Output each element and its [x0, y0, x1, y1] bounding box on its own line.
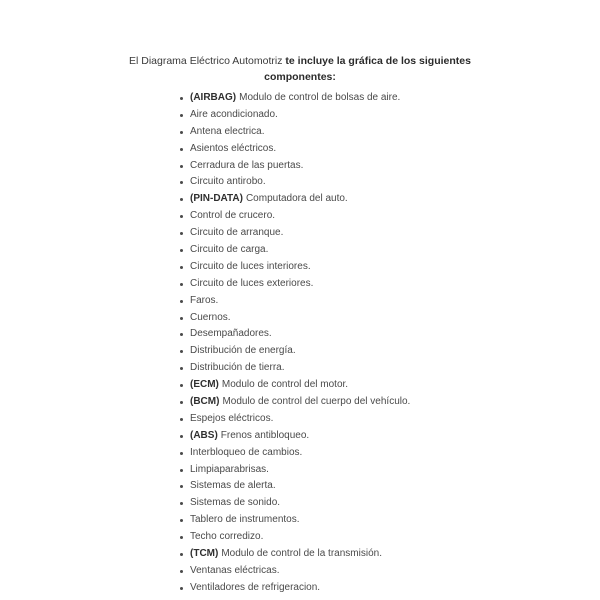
component-name: Faros. [190, 294, 219, 306]
bullet-icon [180, 553, 183, 556]
list-item [180, 326, 410, 343]
component-name: Circuito antirobo. [190, 176, 266, 188]
component-name: Circuito de luces interiores. [190, 260, 311, 272]
component-name: Tablero de instrumentos. [190, 514, 300, 526]
bullet-icon [180, 114, 183, 117]
bullet-icon [180, 333, 183, 336]
component-code: (ABS) [190, 429, 218, 441]
component-name: Espejos eléctricos. [190, 412, 274, 424]
component-name: Asientos eléctricos. [190, 142, 277, 154]
component-name: Sistemas de alerta. [190, 480, 276, 492]
bullet-icon [180, 97, 183, 100]
component-name: Ventanas eléctricas. [190, 564, 280, 576]
bullet-icon [180, 198, 183, 201]
list-item [180, 360, 410, 377]
bullet-icon [180, 266, 183, 269]
bullet-icon [180, 452, 183, 455]
list-item [180, 428, 410, 445]
component-name: Antena electrica. [190, 125, 265, 137]
bullet-icon [180, 384, 183, 387]
bullet-icon [180, 367, 183, 370]
bullet-icon [180, 215, 183, 218]
component-name: Circuito de arranque. [190, 227, 284, 239]
component-name: Circuito de carga. [190, 244, 269, 256]
bullet-icon [180, 485, 183, 488]
bullet-icon [180, 165, 183, 168]
component-code: (BCM) [190, 396, 220, 408]
list-item [180, 445, 410, 462]
list-item [180, 394, 410, 411]
list-item [180, 293, 410, 310]
list-item [180, 90, 410, 107]
bullet-icon [180, 570, 183, 573]
list-item [180, 242, 410, 259]
component-code: (PIN-DATA) [190, 193, 243, 205]
list-item [180, 174, 410, 191]
bullet-icon [180, 587, 183, 590]
component-name: Ventiladores de refrigeracion. [190, 581, 321, 593]
intro-paragraph [110, 53, 490, 85]
list-item [180, 141, 410, 158]
component-name: Cuernos. [190, 311, 231, 323]
list-item [180, 225, 410, 242]
list-item [180, 478, 410, 495]
list-item [180, 343, 410, 360]
component-code: (ECM) [190, 379, 219, 391]
component-name: Sistemas de sonido. [190, 497, 281, 509]
list-item [180, 529, 410, 546]
component-name: Distribución de tierra. [190, 362, 285, 374]
list-item [180, 411, 410, 428]
component-name: Distribución de energía. [190, 345, 296, 357]
bullet-icon [180, 435, 183, 438]
list-item [180, 462, 410, 479]
component-name: Control de crucero. [190, 210, 276, 222]
component-name: Interbloqueo de cambios. [190, 446, 303, 458]
bullet-icon [180, 536, 183, 539]
component-name: Modulo de control de la transmisión. [221, 548, 382, 560]
list-item [180, 495, 410, 512]
list-item [180, 377, 410, 394]
bullet-icon [180, 283, 183, 286]
list-item [180, 158, 410, 175]
bullet-icon [180, 181, 183, 184]
component-name: Modulo de control del motor. [221, 379, 349, 391]
bullet-icon [180, 350, 183, 353]
intro-bold-text: te incluye la gráfica de los siguientes componentes: [264, 54, 471, 83]
intro-regular-text: El Diagrama Eléctrico Automotriz [129, 54, 283, 67]
list-item [180, 580, 410, 597]
component-name: Cerradura de las puertas. [190, 159, 304, 171]
component-name: Modulo de control del cuerpo del vehículo. [222, 396, 411, 408]
component-name: Techo corredizo. [190, 531, 264, 543]
list-item [180, 276, 410, 293]
list-item [180, 107, 410, 124]
bullet-icon [180, 418, 183, 421]
list-item [180, 563, 410, 580]
component-code: (AIRBAG) [190, 92, 237, 103]
component-name: Modulo de control de bolsas de aire. [239, 92, 401, 103]
bullet-icon [180, 232, 183, 235]
component-name: Circuito de luces exteriores. [190, 277, 314, 289]
list-item [180, 546, 410, 563]
bullet-icon [180, 502, 183, 505]
list-item [180, 512, 410, 529]
bullet-icon [180, 317, 183, 320]
bullet-icon [180, 519, 183, 522]
bullet-icon [180, 131, 183, 134]
list-item [180, 208, 410, 225]
component-name: Desempañadores. [190, 328, 272, 340]
component-name: Frenos antibloqueo. [220, 429, 310, 441]
component-name: Aire acondicionado. [190, 108, 278, 120]
bullet-icon [180, 469, 183, 472]
list-item [180, 310, 410, 327]
list-item [180, 191, 410, 208]
bullet-icon [180, 401, 183, 404]
bullet-icon [180, 148, 183, 151]
list-item [180, 259, 410, 276]
bullet-icon [180, 300, 183, 303]
list-item [180, 124, 410, 141]
components-list [180, 90, 410, 597]
bullet-icon [180, 249, 183, 252]
component-name: Limpiaparabrisas. [190, 463, 269, 475]
component-name: Computadora del auto. [245, 193, 348, 205]
component-code: (TCM) [190, 548, 219, 560]
